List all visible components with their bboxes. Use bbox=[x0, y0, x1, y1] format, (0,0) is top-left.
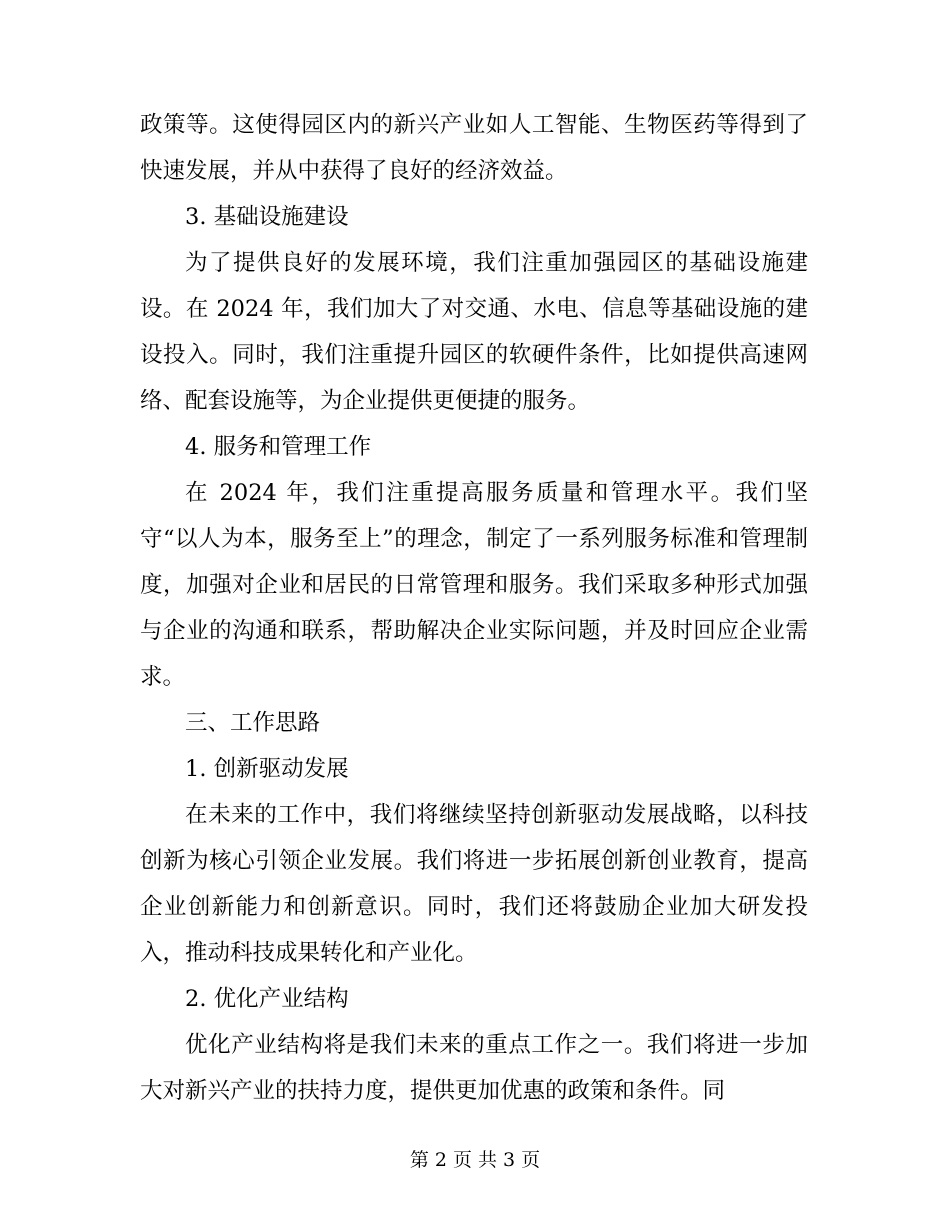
section-heading-innovation: 1. 创新驱动发展 bbox=[185, 756, 349, 782]
document-body bbox=[140, 102, 808, 1114]
paragraph-infrastructure: 为了提供良好的发展环境，我们注重加强园区的基础设施建设。在 2024 年，我们加大了对交通、水电、信息等基础设施的建设投入。同时，我们注重提升园区的软硬件条件，比如提供高速网络、配套设施等，为企业提供更便捷的服务。 bbox=[140, 250, 808, 414]
page-number-footer: 第 2 页 共 3 页 bbox=[409, 1149, 541, 1171]
paragraph-continued: 政策等。这使得园区内的新兴产业如人工智能、生物医药等得到了快速发展，并从中获得了良好的经济效益。 bbox=[140, 112, 808, 184]
section-heading-service-management: 4. 服务和管理工作 bbox=[185, 434, 372, 460]
paragraph-innovation: 在未来的工作中，我们将继续坚持创新驱动发展战略，以科技创新为核心引领企业发展。我们将进一步拓展创新创业教育，提高企业创新能力和创新意识。同时，我们还将鼓励企业加大研发投入，推动科技成果转化和产业化。 bbox=[140, 802, 808, 966]
section-heading-infrastructure: 3. 基础设施建设 bbox=[185, 204, 349, 230]
section-heading-industry-structure: 2. 优化产业结构 bbox=[185, 986, 349, 1012]
paragraph-service-management: 在 2024 年，我们注重提高服务质量和管理水平。我们坚守“以人为本，服务至上”的理念，制定了一系列服务标准和管理制度，加强对企业和居民的日常管理和服务。我们采取多种形式加强与企业的沟通和联系，帮助解决企业实际问题，并及时回应企业需求。 bbox=[140, 480, 808, 690]
chapter-heading-work-ideas: 三、工作思路 bbox=[185, 710, 321, 736]
paragraph-industry-structure: 优化产业结构将是我们未来的重点工作之一。我们将进一步加大对新兴产业的扶持力度，提供更加优惠的政策和条件。同 bbox=[140, 1032, 808, 1104]
